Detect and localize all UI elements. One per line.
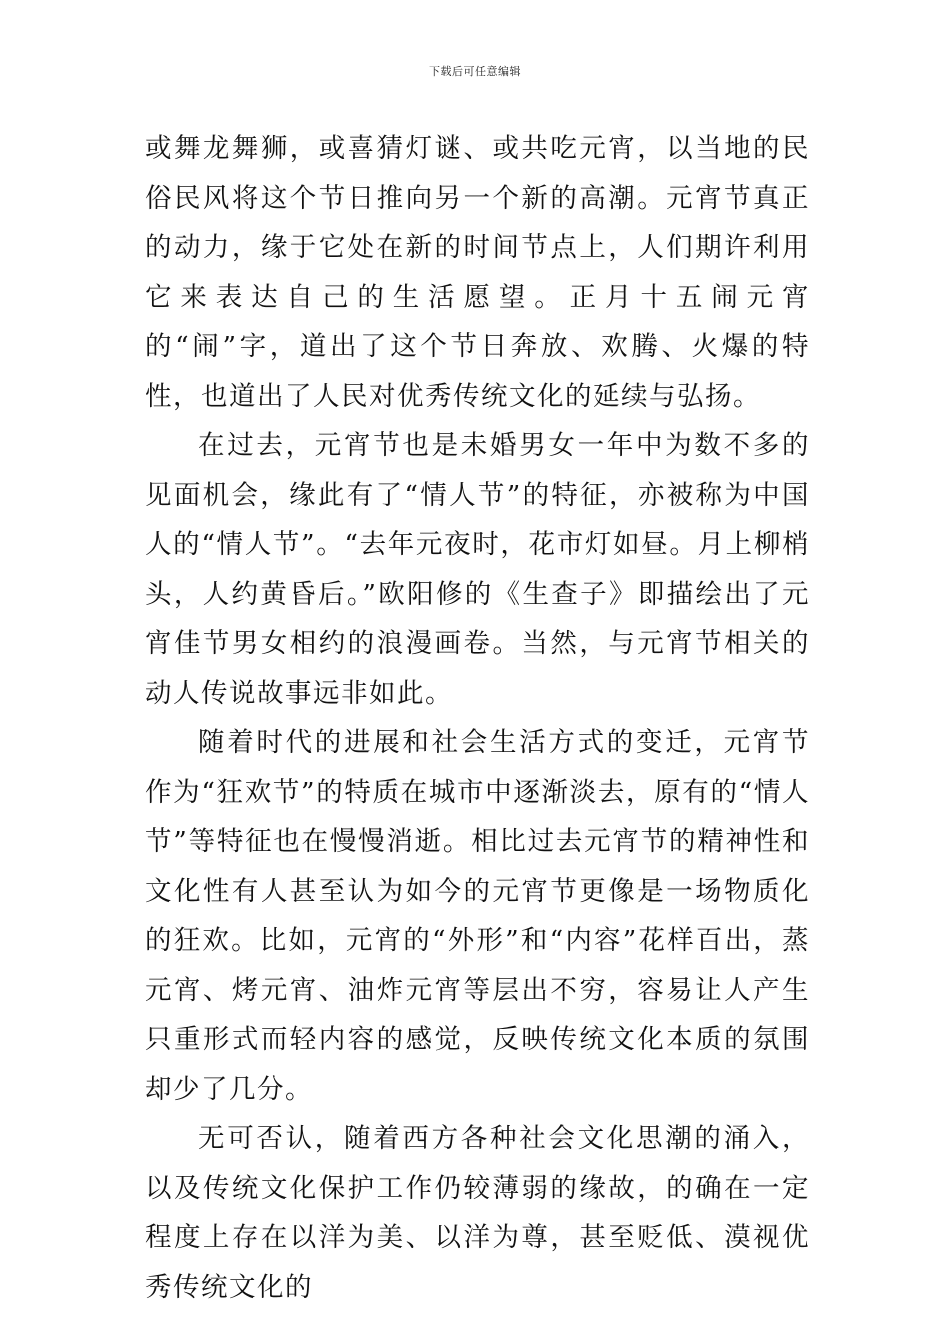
page-header: 下载后可任意编辑 <box>429 65 521 78</box>
document-body <box>145 124 810 1312</box>
paragraph-3: 随着时代的进展和社会生活方式的变迁，元宵节作为“狂欢节”的特质在城市中逐渐淡去，原有的“情人节”等特征也在慢慢消逝。相比过去元宵节的精神性和文化性有人甚至认为如今的元宵节更像是一场物质化的狂欢。比如，元宵的“外形”和“内容”花样百出，蒸元宵、烤元宵、油炸元宵等层出不穷，容易让人产生只重形式而轻内容的感觉，反映传统文化本质的氛围却少了几分。 <box>145 727 810 1105</box>
paragraph-1: 或舞龙舞狮，或喜猜灯谜、或共吃元宵，以当地的民俗民风将这个节日推向另一个新的高潮。元宵节真正的动力，缘于它处在新的时间节点上，人们期许利用它来表达自己的生活愿望。正月十五闹元宵的“闹”字，道出了这个节日奔放、欢腾、火爆的特性，也道出了人民对优秀传统文化的延续与弘扬。 <box>145 133 810 412</box>
paragraph-2: 在过去，元宵节也是未婚男女一年中为数不多的见面机会，缘此有了“情人节”的特征，亦被称为中国人的“情人节”。“去年元夜时，花市灯如昼。月上柳梢头，人约黄昏后。”欧阳修的《生查子》即描绘出了元宵佳节男女相约的浪漫画卷。当然，与元宵节相关的动人传说故事远非如此。 <box>145 430 810 709</box>
paragraph-4: 无可否认，随着西方各种社会文化思潮的涌入，以及传统文化保护工作仍较薄弱的缘故，的确在一定程度上存在以洋为美、以洋为尊，甚至贬低、漠视优秀传统文化的 <box>145 1123 810 1303</box>
